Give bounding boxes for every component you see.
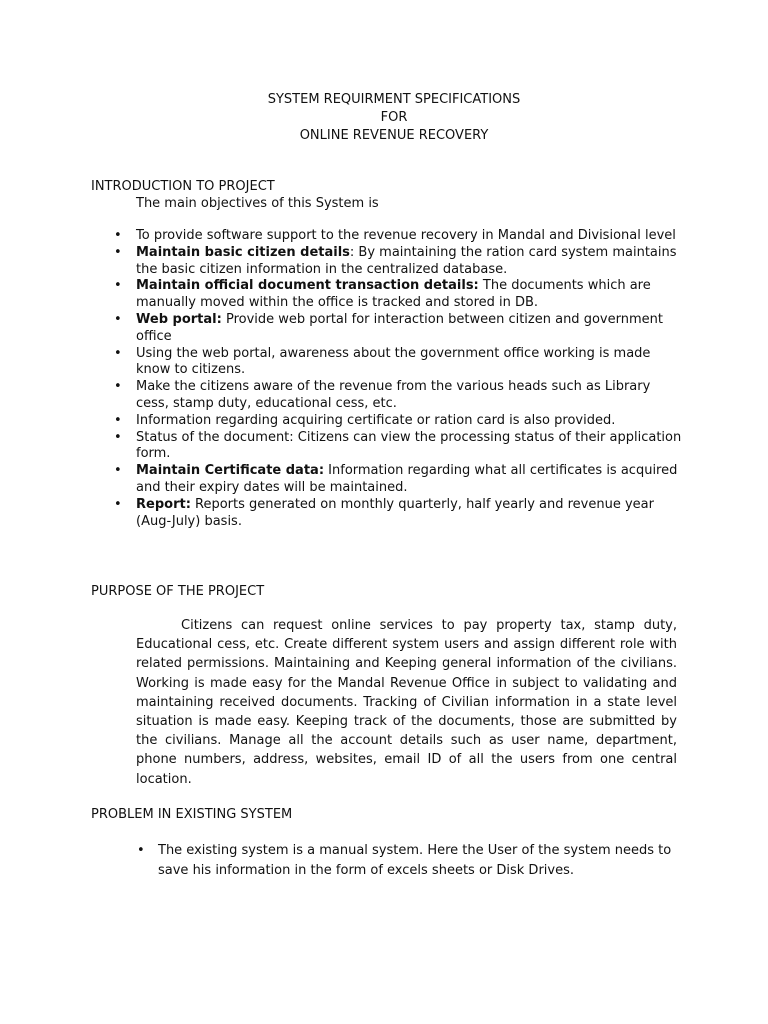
bullet-icon: • bbox=[114, 379, 122, 395]
objective-item bbox=[114, 497, 684, 531]
objective-item-text: The documents which are manually moved within the office is tracked and stored in DB. bbox=[136, 278, 651, 311]
problems-list bbox=[137, 841, 697, 881]
objective-item-text: Make the citizens aware of the revenue from the various heads such as Library cess, stamp duty, educational cess, etc. bbox=[136, 379, 651, 411]
objective-item bbox=[114, 463, 684, 497]
purpose-heading: PURPOSE OF THE PROJECT bbox=[91, 584, 265, 599]
objective-item-text: : By maintaining the ration card system maintains the basic citizen information in the centralized database. bbox=[136, 244, 677, 277]
introduction-lead: The main objectives of this System is bbox=[136, 196, 379, 211]
objective-item-bold: Web portal: bbox=[136, 311, 222, 327]
objective-item bbox=[114, 278, 684, 312]
bullet-icon: • bbox=[114, 429, 122, 445]
objective-item-text: Status of the document: Citizens can view the processing status of their application form. bbox=[136, 429, 682, 462]
objective-item-text: Reports generated on monthly quarterly, half yearly and revenue year (Aug-July) basis. bbox=[136, 496, 654, 529]
objectives-list bbox=[114, 228, 684, 530]
bullet-icon: • bbox=[137, 843, 145, 858]
bullet-icon: • bbox=[114, 345, 122, 361]
objective-item-bold: Maintain Certificate data: bbox=[136, 463, 325, 479]
objective-item-text: Using the web portal, awareness about the government office working is made know to citizens. bbox=[136, 345, 651, 378]
document-title bbox=[0, 91, 768, 145]
title-line-2: FOR bbox=[380, 110, 408, 125]
problem-item-text: The existing system is a manual system. Here the User of the system needs to save his information in the form of excels sheets or Disk Drives. bbox=[158, 843, 672, 878]
bullet-icon: • bbox=[114, 311, 122, 327]
title-line-3: ONLINE REVENUE RECOVERY bbox=[299, 128, 489, 143]
objective-item-bold: Maintain basic citizen details bbox=[136, 244, 350, 260]
objective-item bbox=[114, 312, 684, 346]
objective-item bbox=[114, 228, 684, 245]
problem-item bbox=[137, 841, 697, 881]
objective-item-bold: Maintain official document transaction details: bbox=[136, 278, 479, 294]
objective-item bbox=[114, 379, 684, 413]
objective-item-text: Information regarding what all certificates is acquired and their expiry dates will be maintained. bbox=[136, 463, 678, 495]
objective-item-text: Information regarding acquiring certificate or ration card is also provided. bbox=[136, 412, 616, 428]
purpose-paragraph: Citizens can request online services to pay property tax, stamp duty, Educational cess, etc. Create different system users and assign different role with related permissions. Maintaining and Keeping general information of the civilians. Working is made easy for the Mandal Revenue Office in subject to validating and maintaining received documents. Tracking of Civilian information in a state level situation is made easy. Keeping track of the documents, those are submitted by the civilians. Manage all the account details such as user name, department, phone numbers, address, websites, email ID of all the users from one central location. bbox=[136, 618, 677, 787]
objective-item-text: Provide web portal for interaction between citizen and government office bbox=[136, 311, 663, 344]
bullet-icon: • bbox=[114, 463, 122, 479]
objective-item-bold: Report: bbox=[136, 496, 191, 512]
bullet-icon: • bbox=[114, 412, 122, 428]
objective-item-text: To provide software support to the revenue recovery in Mandal and Divisional level bbox=[136, 228, 676, 243]
objective-item bbox=[114, 430, 684, 464]
bullet-icon: • bbox=[114, 278, 122, 294]
bullet-icon: • bbox=[114, 496, 122, 512]
objective-item bbox=[114, 346, 684, 380]
problem-heading: PROBLEM IN EXISTING SYSTEM bbox=[91, 807, 293, 822]
objective-item bbox=[114, 245, 684, 279]
title-line-1: SYSTEM REQUIRMENT SPECIFICATIONS bbox=[267, 92, 521, 107]
bullet-icon: • bbox=[114, 244, 122, 260]
bullet-icon: • bbox=[114, 228, 122, 243]
introduction-heading: INTRODUCTION TO PROJECT bbox=[91, 179, 275, 194]
objective-item bbox=[114, 413, 684, 430]
